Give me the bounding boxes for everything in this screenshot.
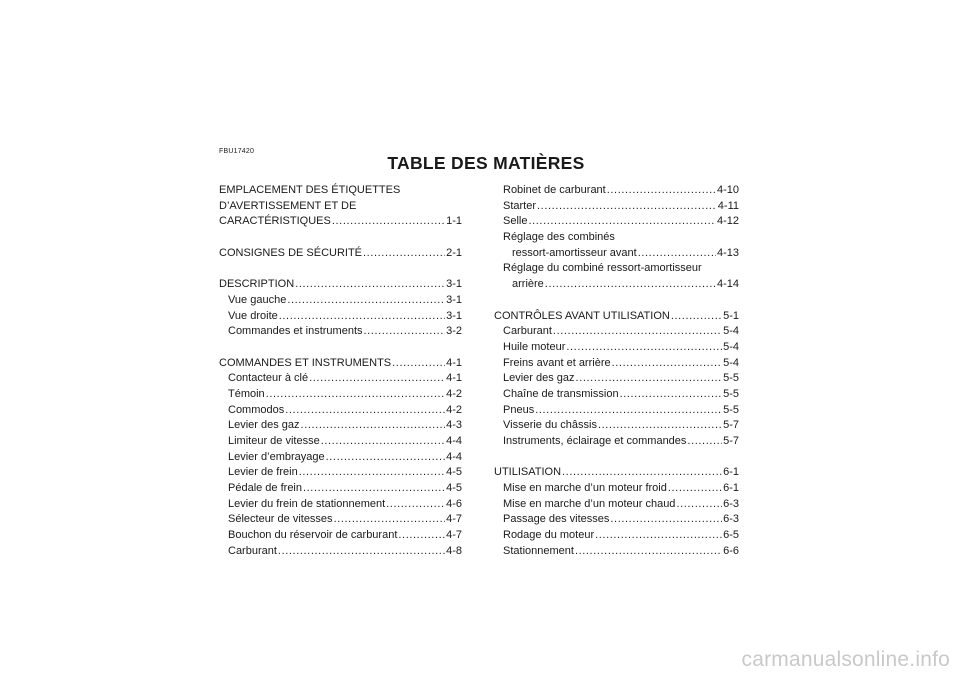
toc-entry-page: 4-14 (716, 278, 739, 291)
toc-leader-dots (595, 528, 722, 544)
toc-entry-page: 5-1 (723, 309, 739, 322)
toc-entry-label: Huile moteur (503, 340, 566, 353)
toc-entry-label: Visserie du châssis (503, 419, 597, 432)
toc-entry-label: Carburant (228, 544, 277, 557)
toc-entry-page: 6-5 (723, 529, 739, 542)
toc-entry-label: Levier de frein (228, 466, 298, 479)
toc-entry-page: 5-5 (723, 403, 739, 416)
toc-entry-page: 6-1 (723, 482, 739, 495)
toc-subentry[interactable] (219, 544, 462, 560)
toc-entry-label: D’AVERTISSEMENT ET DE (219, 199, 357, 212)
toc-leader-dots (266, 387, 445, 403)
toc-entry-label: UTILISATION (494, 466, 562, 479)
toc-subentry[interactable] (494, 230, 739, 246)
toc-entry-page: 4-8 (446, 544, 462, 557)
toc-section-entry[interactable] (219, 277, 462, 293)
toc-entry-page: 5-4 (723, 325, 739, 338)
toc-subentry[interactable] (494, 387, 739, 403)
toc-entry-page: 6-1 (723, 466, 739, 479)
toc-entry-page: 6-3 (723, 497, 739, 510)
toc-spacer (494, 450, 739, 466)
toc-leader-dots (562, 465, 722, 481)
toc-section-entry[interactable] (219, 356, 462, 372)
toc-subentry[interactable] (494, 324, 739, 340)
toc-entry-page: 4-7 (446, 513, 462, 526)
toc-entry-page: 3-1 (446, 309, 462, 322)
toc-entry-page: 4-6 (446, 497, 462, 510)
toc-entry-label: Pneus (503, 403, 535, 416)
toc-entry-page: 5-7 (723, 419, 739, 432)
toc-leader-dots (279, 309, 445, 325)
toc-leader-dots (638, 246, 716, 262)
toc-entry-page: 4-5 (446, 466, 462, 479)
toc-entry-page: 5-7 (723, 435, 739, 447)
toc-entry-page: 3-2 (446, 325, 462, 338)
toc-subentry[interactable] (219, 418, 462, 434)
toc-entry-label: Levier du frein de stationnement (228, 497, 386, 510)
toc-leader-dots (334, 512, 446, 528)
toc-leader-dots (398, 528, 445, 544)
toc-entry-label: Contacteur à clé (228, 372, 309, 385)
toc-leader-dots (676, 497, 722, 513)
toc-section-entry[interactable] (219, 183, 462, 199)
toc-entry-page: 6-6 (723, 544, 739, 557)
toc-entry-page: 4-12 (716, 215, 739, 228)
toc-entry-page: 4-5 (446, 482, 462, 495)
toc-entry-page: 5-5 (723, 372, 739, 385)
toc-leader-dots (392, 356, 445, 372)
toc-leader-dots (687, 434, 722, 450)
toc-leader-dots (553, 324, 722, 340)
toc-entry-page: 5-5 (723, 387, 739, 400)
toc-entry-label: Pédale de frein (228, 482, 302, 495)
toc-subentry[interactable] (219, 309, 462, 325)
toc-subentry[interactable] (219, 324, 462, 340)
toc-leader-dots (598, 418, 722, 434)
toc-section-entry[interactable] (219, 246, 462, 262)
toc-section-entry[interactable] (494, 465, 739, 481)
toc-subentry[interactable] (494, 497, 739, 513)
toc-leader-dots (528, 214, 716, 230)
toc-leader-dots (287, 293, 445, 309)
toc-subentry[interactable] (219, 497, 462, 513)
toc-entry-page: 4-11 (717, 199, 739, 212)
toc-entry-label: Passage des vitesses (503, 513, 610, 526)
watermark: carmanualsonline.info (741, 648, 950, 671)
toc-subentry[interactable] (219, 434, 462, 450)
toc-entry-label: Réglage des combinés (503, 231, 615, 244)
toc-subentry[interactable] (219, 512, 462, 528)
toc-entry-label: COMMANDES ET INSTRUMENTS (219, 356, 392, 369)
toc-entry-page: 4-13 (716, 246, 739, 259)
toc-entry-page: 2-1 (446, 246, 462, 259)
toc-spacer (219, 230, 462, 246)
toc-subentry[interactable] (494, 544, 739, 560)
toc-subentry[interactable] (219, 528, 462, 544)
toc-entry-label: Commodos (228, 403, 285, 416)
toc-leader-dots (299, 465, 445, 481)
toc-subentry[interactable] (494, 246, 739, 262)
toc-leader-dots (363, 246, 445, 262)
toc-entry-label: Bouchon du réservoir de carburant (228, 529, 398, 542)
toc-entry-page: 1-1 (446, 215, 462, 228)
toc-leader-dots (576, 371, 723, 387)
toc-entry-label: ressort-amortisseur avant (512, 246, 637, 259)
toc-subentry[interactable] (494, 277, 739, 293)
toc-leader-dots (278, 544, 445, 560)
toc-subentry[interactable] (494, 183, 739, 199)
toc-entry-page: 4-2 (446, 403, 462, 416)
toc-entry-page: 4-7 (446, 529, 462, 542)
toc-entry-page: 3-1 (446, 293, 462, 306)
toc-subentry[interactable] (494, 356, 739, 372)
toc-subentry[interactable] (494, 418, 739, 434)
toc-entry-label: Stationnement (503, 544, 574, 557)
toc-subentry[interactable] (494, 340, 739, 356)
toc-entry-page: 4-4 (446, 435, 462, 447)
toc-entry-label: CONTRÔLES AVANT UTILISATION (494, 309, 670, 322)
toc-leader-dots (535, 403, 722, 419)
toc-subentry[interactable] (219, 371, 462, 387)
toc-entry-label: Starter (503, 199, 537, 212)
toc-entry-label: Chaîne de transmission (503, 387, 619, 400)
toc-entry-page: 3-1 (446, 278, 462, 291)
toc-entry-label: Instruments, éclairage et commandes (503, 435, 687, 447)
toc-left-column (219, 183, 462, 560)
toc-entry-page: 5-4 (723, 356, 739, 369)
toc-entry-label: CONSIGNES DE SÉCURITÉ (219, 246, 363, 259)
doc-code: FBU17420 (219, 148, 255, 155)
toc-entry-page: 4-4 (446, 450, 462, 463)
toc-entry-page: 4-1 (446, 372, 462, 385)
toc-subentry[interactable] (219, 403, 462, 419)
toc-leader-dots (301, 418, 446, 434)
toc-spacer (494, 293, 739, 309)
toc-leader-dots (303, 481, 445, 497)
toc-leader-dots (295, 277, 445, 293)
toc-subentry[interactable] (494, 512, 739, 528)
toc-section-entry[interactable] (494, 309, 739, 325)
toc-leader-dots (575, 544, 722, 560)
toc-entry-label: Freins avant et arrière (503, 356, 611, 369)
toc-leader-dots (620, 387, 723, 403)
toc-entry-label: Réglage du combiné ressort-amortisseur (503, 262, 702, 275)
toc-leader-dots (386, 497, 445, 513)
toc-entry-label: Vue gauche (228, 293, 287, 306)
toc-subentry[interactable] (494, 528, 739, 544)
toc-entry-page: 5-4 (723, 340, 739, 353)
toc-leader-dots (566, 340, 722, 356)
toc-entry-label: Limiteur de vitesse (228, 435, 320, 447)
toc-entry-label: Rodage du moteur (503, 529, 595, 542)
page-title: TABLE DES MATIÈRES (387, 153, 585, 173)
toc-entry-label: Levier des gaz (228, 419, 300, 432)
toc-entry-label: Robinet de carburant (503, 184, 606, 196)
toc-subentry[interactable] (219, 481, 462, 497)
toc-entry-label: Témoin (228, 387, 265, 400)
toc-subentry[interactable] (494, 403, 739, 419)
toc-section-entry[interactable] (219, 199, 462, 215)
toc-subentry[interactable] (494, 199, 739, 215)
toc-leader-dots (364, 324, 446, 340)
toc-section-entry[interactable] (219, 214, 462, 230)
toc-subentry[interactable] (219, 450, 462, 466)
toc-entry-label: Vue droite (228, 309, 278, 322)
toc-entry-label: CARACTÉRISTIQUES (219, 215, 331, 228)
toc-entry-label: arrière (512, 278, 544, 291)
toc-entry-label: Selle (503, 215, 528, 228)
toc-subentry[interactable] (494, 371, 739, 387)
toc-leader-dots (321, 434, 445, 450)
toc-entry-page: 4-10 (716, 184, 739, 196)
toc-leader-dots (671, 309, 722, 325)
toc-entry-label: Sélecteur de vitesses (228, 513, 333, 526)
toc-leader-dots (285, 403, 445, 419)
toc-leader-dots (326, 450, 445, 466)
toc-leader-dots (668, 481, 722, 497)
toc-entry-page: 4-2 (446, 387, 462, 400)
toc-entry-label: Commandes et instruments (228, 325, 363, 338)
toc-leader-dots (332, 214, 445, 230)
toc-entry-label: Levier des gaz (503, 372, 575, 385)
toc-right-column (494, 183, 739, 560)
toc-subentry[interactable] (494, 481, 739, 497)
toc-subentry[interactable] (494, 214, 739, 230)
toc-entry-label: Mise en marche d’un moteur chaud (503, 497, 676, 510)
toc-entry-label: DESCRIPTION (219, 278, 295, 291)
toc-spacer (219, 261, 462, 277)
toc-entry-label: Mise en marche d’un moteur froid (503, 482, 667, 495)
toc-leader-dots (309, 371, 445, 387)
toc-subentry[interactable] (219, 387, 462, 403)
toc-entry-label: EMPLACEMENT DES ÉTIQUETTES (219, 184, 401, 196)
toc-leader-dots (537, 199, 717, 215)
toc-subentry[interactable] (494, 434, 739, 450)
toc-leader-dots (607, 183, 716, 199)
toc-entry-label: Carburant (503, 325, 552, 338)
toc-leader-dots (612, 356, 722, 372)
toc-entry-label: Levier d’embrayage (228, 450, 325, 463)
toc-leader-dots (610, 512, 722, 528)
toc-entry-page: 6-3 (723, 513, 739, 526)
toc-subentry[interactable] (219, 293, 462, 309)
toc-subentry[interactable] (494, 261, 739, 277)
toc-spacer (219, 340, 462, 356)
toc-entry-page: 4-3 (446, 419, 462, 432)
toc-entry-page: 4-1 (446, 356, 462, 369)
toc-subentry[interactable] (219, 465, 462, 481)
toc-leader-dots (545, 277, 716, 293)
